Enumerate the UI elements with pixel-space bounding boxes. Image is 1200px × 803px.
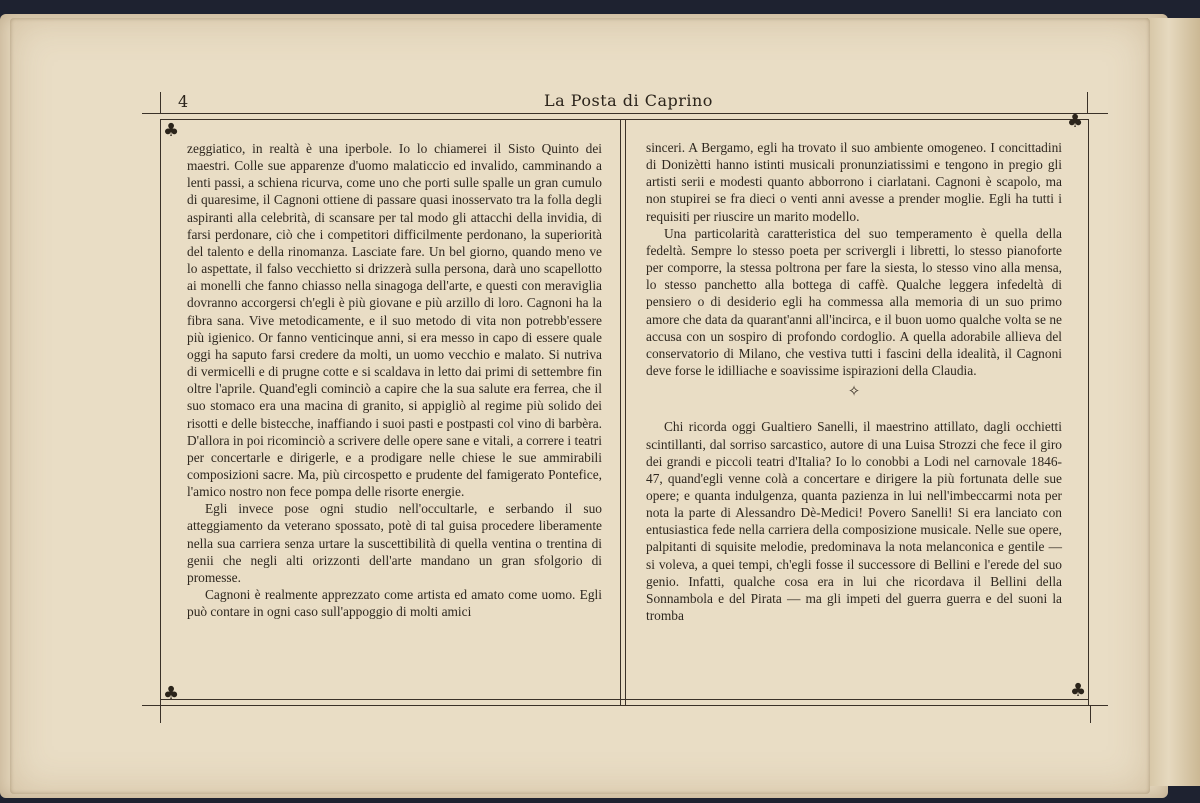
ornament-bottom-left: ♣	[163, 683, 180, 704]
left-text-column	[187, 140, 602, 620]
ornament-bottom-right: ♣	[1070, 680, 1087, 701]
header-left-tick	[160, 92, 161, 114]
footer-right-tick	[1090, 705, 1091, 723]
frame-bottom-rule	[160, 699, 1088, 700]
footer-left-tick	[160, 705, 161, 723]
frame-left-rule	[160, 119, 161, 705]
section-separator-ornament: ✧	[847, 384, 861, 401]
frame-top-rule	[160, 119, 1088, 120]
left-paragraph-3: Cagnoni è realmente apprezzato come artista ed amato come uomo. Egli può contare in ogni caso sull'appoggio di molti amici	[187, 587, 602, 620]
frame-right-rule	[1088, 119, 1089, 705]
right-paragraph-2: Una particolarità caratteristica del suo temperamento è quella della fedeltà. Sempre lo stesso poeta per scrivergli i libretti, lo stesso pianoforte per comporre, la stessa poltrona per fare la siesta, lo stesso vino alla mensa, lo stesso panchetto alla bottega di caffè. Qualche leggera infedeltà di pensiero o di desiderio egli ha commessa alla memoria di un suo primo amore che data da quarant'anni all'incirca, e il buon uomo qualche volta se ne accusa con un sospiro di profondo cordoglio. A quella adorabile allieva del conservatorio di Milano, che vestiva tutti i fascini della idealità, il Cagnoni deve forse le idilliache e soavissime ispirazioni della Claudia.	[646, 225, 1062, 379]
page-stack-edge	[1146, 18, 1200, 786]
column-divider-right	[625, 119, 626, 705]
right-paragraph-1: sinceri. A Bergamo, egli ha trovato il suo ambiente omogeneo. I concittadini di Donizètti hanno istinti musicali pronunziatissimi e tengono in pregio gli artisti serii e modesti quanto abborrono i ciarlatani. Cagnoni è scapolo, ma non stupirei se fra dieci o venti anni avesse a prender moglie. Egli ha tutti i requisiti per riuscire un marito modello.	[646, 140, 1062, 224]
right-paragraph-3: Chi ricorda oggi Gualtiero Sanelli, il maestrino attillato, dagli occhietti scintillanti, dal sorriso sarcastico, autore di una Luisa Strozzi che fece il giro dei grandi e piccoli teatri d'Italia? Io lo conobbi a Lodi nel carnovale 1846-47, quand'egli venne colà a concertare e dirigere la più fortunata delle sue opere; e quanta indulgenza, quanta pazienza in lui nell'imbeccarmi nota per nota la parte di Alessandro Dè-Medici! Povero Sanelli! Si era lanciato con entusiastica fede nella carriera della composizione musicale. Nelle sue opere, palpitanti di squisite melodie, predominava la nota melanconica e gentile — si voleva, a quei tempi, ch'egli fosse il successore di Bellini e l'erede del suo genio. Infatti, qualche cosa era in lui che ricordava il Bellini della Sonnambola e del Pirata — ma gli impeti del guerra guerra e del suoni la tromba	[646, 419, 1062, 624]
running-title: La Posta di Caprino	[544, 91, 713, 110]
left-paragraph-2: Egli invece pose ogni studio nell'occultarle, e serbando il suo atteggiamento da veterano spossato, potè di tal guisa procedere liberamente nella sua carriera senza urtare la suscettibilità di quella ventina o trentina di genii che negli alti orizzonti dell'arte mandano un gran sfolgorio di promesse.	[187, 501, 602, 585]
ornament-top-left: ♣	[163, 120, 180, 141]
right-text-column	[646, 139, 1062, 624]
header-right-tick	[1087, 92, 1088, 114]
header-rule	[142, 113, 1108, 114]
ornament-top-right: ♣	[1067, 111, 1084, 132]
left-paragraph-1: zeggiatico, in realtà è una iperbole. Io lo chiamerei il Sisto Quinto dei maestri. Colle sue apparenze d'uomo malaticcio ed invalido, camminando a lenti passi, a schiena ricurva, come uno che porti sulle spalle un gran cumulo di quaresime, il Cagnoni ottiene di passare quasi inosservato tra la folla degli aspiranti alla celebrità, di scansare per tal modo gli attacchi della invidia, di farsi perdonare, ciò che i competitori difficilmente perdonano, la superiorità del talento e della rinomanza. Lasciate fare. Un bel giorno, quando meno ve lo aspettate, il falso vecchietto si drizzerà sulla persona, darà uno scapellotto ai monelli che fanno chiasso nella sinagoga dell'arte, e questi con meraviglia dovranno accorgersi ch'egli è più giovane e più arzillo di loro. Cagnoni ha la fibra sana. Vive metodicamente, e il suo metodo di vita non potrebb'essere più igienico. Or fanno venticinque anni, si era messo in capo di essere quale oggi ha saputo farsi credere da molti, un uomo vecchio e malato. Si nutriva di vermicelli e di prugne cotte e si scaldava in letto dai primi di settembre fin oltre l'aprile. Quand'egli cominciò a capire che la sua salute era ferrea, che il suo stomaco era una macina di granito, si appigliò al regime più solido dei risotti e delle bistecche, inaffiando i suoi pasti e postpasti col vino di barbèra. D'allora in poi ricominciò a scrivere delle opere sane e vitali, a correre i teatri per concertarle e dirigerle, e a prodigare nelle chiese le sue ammirabili composizioni sacre. Ma, più circospetto e prudente del famigerato Pontefice, l'amico nostro non fece pompa delle risorte energie.	[187, 141, 602, 500]
page-number: 4	[178, 92, 189, 111]
footer-rule	[142, 705, 1108, 706]
column-divider-left	[620, 119, 621, 705]
